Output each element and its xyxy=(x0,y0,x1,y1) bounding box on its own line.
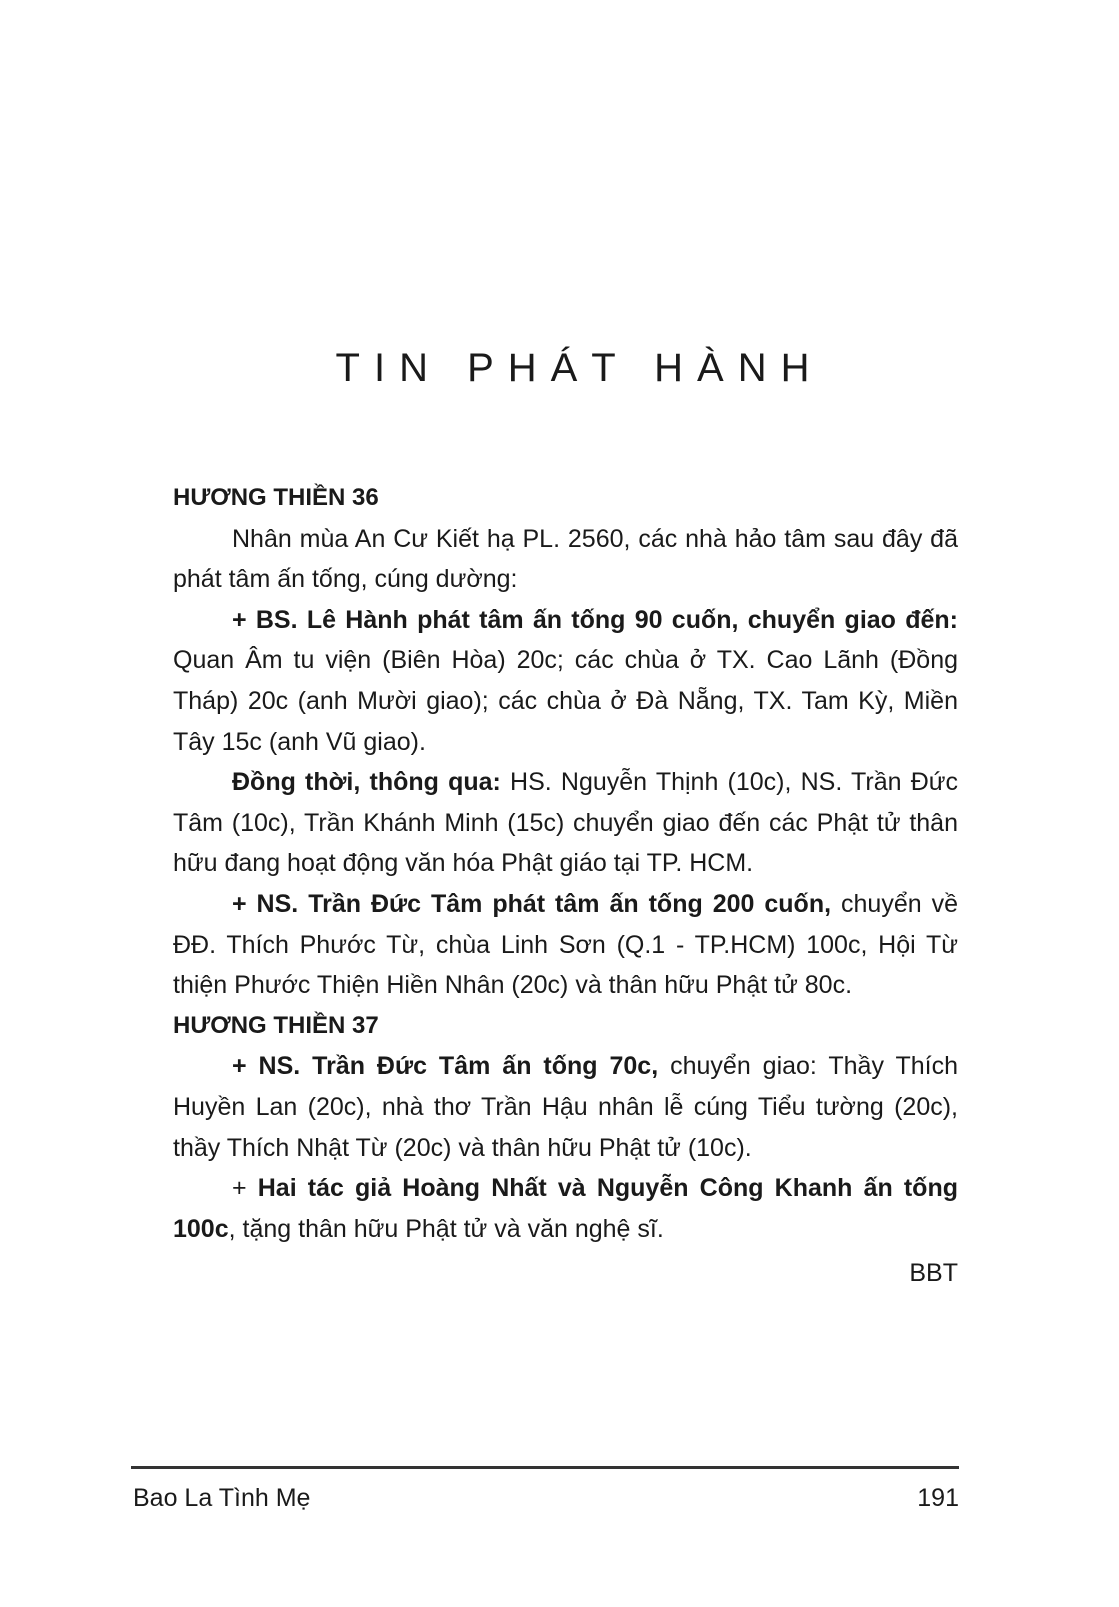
donation-paragraph-also-via xyxy=(173,762,958,884)
page-title: TIN PHÁT HÀNH xyxy=(335,346,824,390)
footer-page-number: 191 xyxy=(917,1484,959,1512)
bullet-prefix: + xyxy=(232,1174,258,1203)
donation-details: Quan Âm tu viện (Biên Hòa) 20c; các chùa ở TX. Cao Lãnh (Đồng Tháp) 20c (anh Mười giao); các chùa ở Đà Nẵng, TX. Tam Kỳ, Miền Tây 15c (anh Vũ giao). xyxy=(173,646,958,756)
issue-heading-37: HƯƠNG THIỀN 37 xyxy=(173,1011,379,1039)
donation-paragraph-authors xyxy=(173,1168,958,1249)
donor-bold-text: Hai tác giả Hoàng Nhất và Nguyễn Công Khanh ấn tống 100c xyxy=(173,1174,958,1243)
donation-details: chuyển giao: Thầy Thích Huyền Lan (20c), nhà thơ Trần Hậu nhân lễ cúng Tiểu tường (20c), thầy Thích Nhật Từ (20c) và thân hữu Phật tử (10c). xyxy=(173,1052,958,1162)
article-body xyxy=(173,478,958,1294)
donation-details: HS. Nguyễn Thịnh (10c), NS. Trần Đức Tâm (10c), Trần Khánh Minh (15c) chuyển giao đến các Phật tử thân hữu đang hoạt động văn hóa Phật giáo tại TP. HCM. xyxy=(173,768,958,878)
donation-paragraph-tran-duc-tam xyxy=(173,884,958,1006)
intro-paragraph: Nhân mùa An Cư Kiết hạ PL. 2560, các nhà hảo tâm sau đây đã phát tâm ấn tống, cúng dường: xyxy=(173,524,958,594)
donor-bold-text: + BS. Lê Hành phát tâm ấn tống 90 cuốn, chuyển giao đến: xyxy=(232,605,958,634)
footer-book-title: Bao La Tình Mẹ xyxy=(133,1484,311,1512)
donation-details: chuyển về ĐĐ. Thích Phước Từ, chùa Linh Sơn (Q.1 - TP.HCM) 100c, Hội Từ thiện Phước Thiện Hiền Nhân (20c) và thân hữu Phật tử 80c. xyxy=(173,889,958,1000)
donation-details: , tặng thân hữu Phật tử và văn nghệ sĩ. xyxy=(228,1214,664,1243)
donor-bold-text: + NS. Trần Đức Tâm ấn tống 70c, xyxy=(232,1052,659,1081)
footer-divider xyxy=(131,1466,959,1469)
signature: BBT xyxy=(909,1259,958,1288)
donor-bold-text: Đồng thời, thông qua: xyxy=(232,768,501,797)
donor-bold-text: + NS. Trần Đức Tâm phát tâm ấn tống 200 cuốn, xyxy=(232,889,832,918)
issue-heading-36: HƯƠNG THIỀN 36 xyxy=(173,484,379,511)
donation-paragraph-le-hanh xyxy=(173,600,958,762)
donation-paragraph-tran-duc-tam-37 xyxy=(173,1046,958,1168)
